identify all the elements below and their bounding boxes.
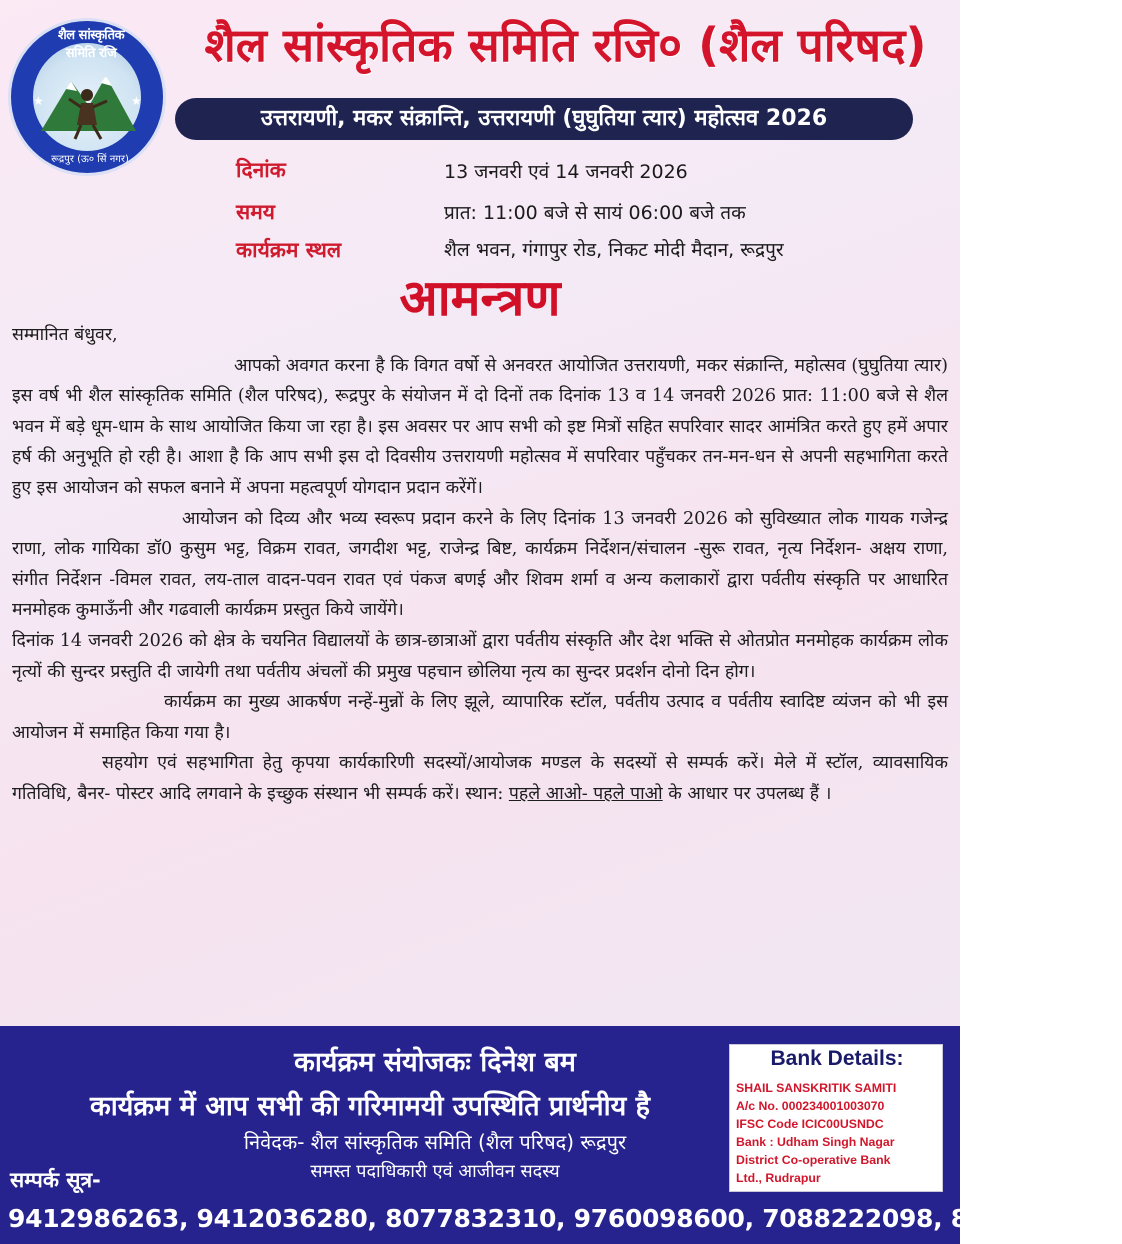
bank-account-number: A/c No. 000234001003070	[736, 1099, 885, 1113]
bank-details-box	[729, 1044, 943, 1192]
bank-details-lines	[736, 1079, 896, 1187]
logo-text-top: शैल सांस्कृतिक समिति रजि	[57, 28, 125, 61]
footer-panel	[0, 1026, 1122, 1244]
bank-account-name: SHAIL SANSKRITIK SAMITI	[736, 1081, 897, 1095]
paragraph-attractions: कार्यक्रम का मुख्य आकर्षण नन्हें-मुन्नों के लिए झूले, व्यापारिक स्टॉल, पर्वतीय उत्पाद व पर्वतीय स्वादिष्ट व्यंजन को भी इस आयोजन में समाहित किया गया है।	[12, 692, 948, 743]
time-label: समय	[236, 200, 275, 224]
bank-details-title: Bank Details:	[770, 1047, 904, 1070]
members-line: समस्त पदाधिकारी एवं आजीवन सदस्य	[310, 1161, 560, 1182]
convener-line: कार्यक्रम संयोजकः दिनेश बम	[294, 1047, 576, 1078]
paragraph-contact	[12, 748, 948, 809]
invitation-body	[12, 320, 948, 810]
salutation: सम्मानित बंधुवर,	[12, 325, 118, 345]
society-logo	[8, 18, 166, 176]
paragraph-artists: आयोजन को दिव्य और भव्य स्वरूप प्रदान करने के लिए दिनांक 13 जनवरी 2026 को सुविख्यात लोक गायक गजेन्द्र राणा, लोक गायिका डॉ0 कुसुम भट्ट, विक्रम रावत, जगदीश भट्ट, राजेन्द्र बिष्ट, कार्यक्रम निर्देशन/संचालन -सुरू रावत, नृत्य निर्देशन- अक्षय राणा, संगीत निर्देशन -विमल रावत, लय-ताल वादन-पवन रावत एवं पंकज बणई और शिवम शर्मा व अन्य कलाकारों द्वारा पर्वतीय संस्कृति पर आधारित मनमोहक कुमाऊँनी और गढवाली कार्यक्रम प्रस्तुत किये जायेंगे।	[12, 508, 948, 621]
organization-title: शैल सांस्कृतिक समिति रजि० (शैल परिषद)	[204, 18, 927, 72]
logo-text-bottom: रूद्रपुर (ऊ० सिं नगर)	[51, 154, 129, 165]
bank-name: Bank : Udham Singh Nagar	[736, 1135, 895, 1149]
availability-text: के आधार पर उपलब्ध हैं ।	[668, 783, 832, 804]
invitation-heading: आमन्त्रण	[399, 269, 561, 327]
svg-text:★: ★	[33, 94, 44, 108]
bank-ifsc: IFSC Code ICIC00USNDC	[736, 1117, 884, 1131]
contact-text: सहयोग एवं सहभागिता हेतु कृपया कार्यकारिणी सदस्यों/आयोजक मण्डल के सदस्यों से सम्पर्क करें। मेले में स्टॉल, व्यावसायिक गतिविधि, बैनर- पोस्टर आदि लगवाने के इच्छुक संस्थान भी सम्पर्क करें। स्थान:	[12, 753, 948, 804]
phone-numbers: 9412986263, 9412036280, 8077832310, 9760098600, 7088222098, 8979649722	[8, 1204, 1122, 1233]
venue-value: शैल भवन, गंगापुर रोड, निकट मोदी मैदान, रूद्रपुर	[444, 239, 784, 261]
first-come-text: पहले आओ- पहले पाओ	[508, 783, 663, 804]
contact-label: सम्पर्क सूत्र-	[10, 1168, 101, 1192]
festival-banner: उत्तरायणी, मकर संक्रान्ति, उत्तरायणी (घुघुतिया त्यार) महोत्सव 2026	[175, 98, 913, 140]
paragraph-day-two: दिनांक 14 जनवरी 2026 को क्षेत्र के चयनित विद्यालयों के छात्र-छात्राओं द्वारा पर्वतीय संस्कृति और देश भक्ति से ओतप्रोत मनमोहक कार्यक्रम लोक नृत्यों की सुन्दर प्रस्तुति दी जायेगी तथा पर्वतीय अंचलों की प्रमुख पहचान छोलिया नृत्य का सुन्दर प्रदर्शन दोनो दिन होग।	[12, 630, 948, 682]
request-line: कार्यक्रम में आप सभी की गरिमामयी उपस्थिति प्रार्थनीय है	[90, 1091, 650, 1122]
date-label: दिनांक	[236, 158, 286, 182]
bank-branch: Ltd., Rudrapur	[736, 1171, 821, 1185]
organizer-line: निवेदक- शैल सांस्कृतिक समिति (शैल परिषद) रूद्रपुर	[243, 1130, 627, 1154]
time-value: प्रात: 11:00 बजे से सायं 06:00 बजे तक	[444, 202, 746, 224]
venue-label: कार्यक्रम स्थल	[236, 238, 342, 262]
svg-text:★: ★	[131, 94, 142, 108]
bank-name-cont: District Co-operative Bank	[736, 1153, 891, 1167]
paragraph-intro: आपको अवगत करना है कि विगत वर्षो से अनवरत आयोजित उत्तरायणी, मकर संक्रान्ति, महोत्सव (घुघुतिया त्यार) इस वर्ष भी शैल सांस्कृतिक समिति (शैल परिषद), रूद्रपुर के संयोजन में दो दिनों तक दिनांक 13 व 14 जनवरी 2026 प्रात: 11:00 बजे से शैल भवन में बड़े धूम-धाम के साथ आयोजित किया जा रहा है। इस अवसर पर आप सभी को इष्ट मित्रों सहित सपरिवार सादर आमंत्रित करते हुए हमें अपार हर्ष की अनुभूति हो रही है। आशा है कि आप सभी इस दो दिवसीय उत्तरायणी महोत्सव में सपरिवार पहुँचकर तन-मन-धन से अपनी सहभागिता करते हुए इस आयोजन को सफल बनाने में अपना महत्वपूर्ण योगदान प्रदान करेंगें।	[12, 355, 948, 498]
date-value: 13 जनवरी एवं 14 जनवरी 2026	[444, 161, 688, 183]
